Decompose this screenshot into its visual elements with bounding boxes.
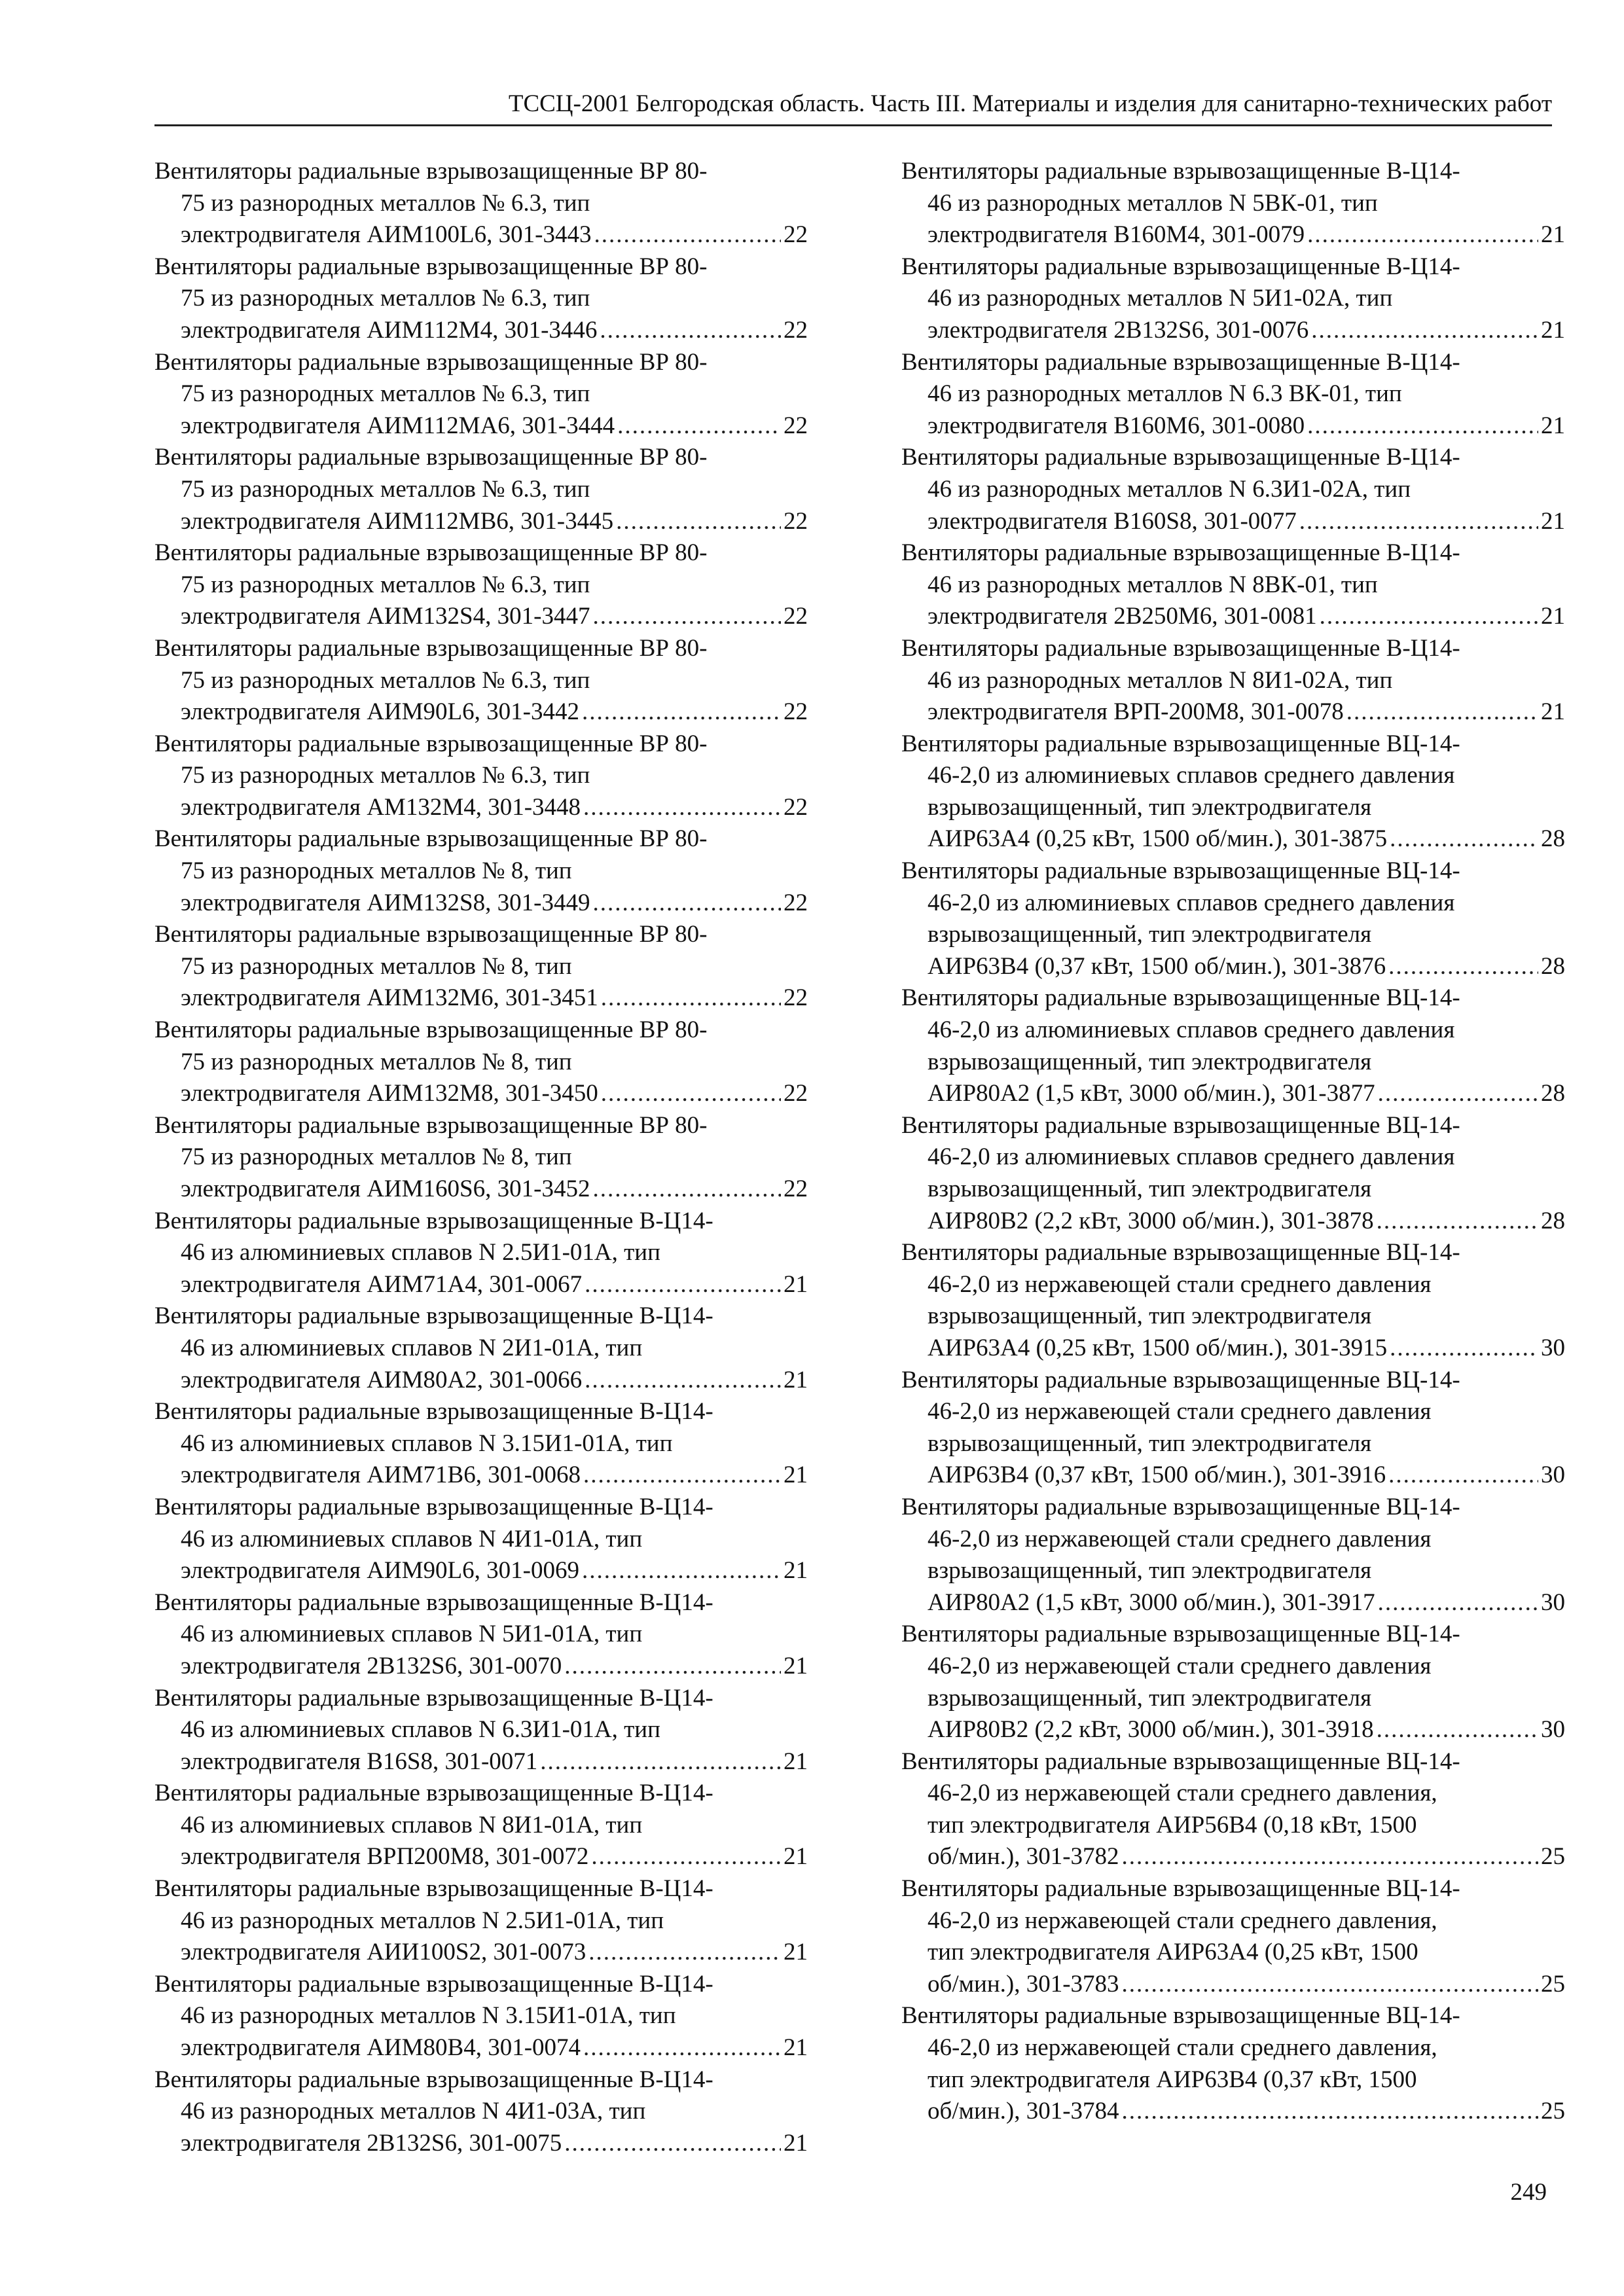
entry-last-text: электродвигателя АИМ90L6, 301-0069 <box>181 1557 579 1585</box>
running-header: ТССЦ-2001 Белгородская область. Часть III. Материалы и изделия для санитарно-технических работ <box>154 84 1552 126</box>
entry-last-text: АИР80А2 (1,5 кВт, 3000 об/мин.), 301-3877 <box>928 1080 1375 1107</box>
entry-last-text: электродвигателя ВРП200М8, 301-0072 <box>181 1843 589 1871</box>
entry-last-text: АИР63А4 (0,25 кВт, 1500 об/мин.), 301-3915 <box>928 1334 1388 1361</box>
entry-line: Вентиляторы радиальные взрывозащищенные ВР 80- <box>154 1016 708 1044</box>
entry-last-line <box>154 1746 808 1778</box>
entry-last-text: электродвигателя ВРП-200М8, 301-0078 <box>928 698 1344 726</box>
entry-last-line <box>154 315 808 347</box>
entry-line: Вентиляторы радиальные взрывозащищенные В-Ц14- <box>154 1302 713 1330</box>
index-entry <box>154 1396 808 1492</box>
entry-last-line <box>901 1460 1565 1492</box>
entry-line: 46-2,0 из нержавеющей стали среднего давления <box>928 1398 1432 1426</box>
entry-last-text: электродвигателя 2В132S6, 301-0070 <box>181 1652 562 1679</box>
entry-last-line <box>901 1333 1565 1365</box>
index-entry <box>901 156 1565 251</box>
entry-last-line <box>901 1078 1565 1110</box>
index-entry <box>154 919 808 1014</box>
entry-last-text: электродвигателя АИМ112МВ6, 301-3445 <box>181 507 614 535</box>
dot-leader <box>617 410 781 442</box>
entry-line: 46-2,0 из нержавеющей стали среднего давления, <box>928 1907 1437 1934</box>
entry-last-line <box>901 696 1565 728</box>
entry-page-ref: 21 <box>784 1843 808 1871</box>
entry-last-text: электродвигателя В16S8, 301-0071 <box>181 1748 538 1775</box>
entry-line: взрывозащищенный, тип электродвигателя <box>928 1175 1372 1202</box>
entry-last-line <box>154 1555 808 1587</box>
entry-last-text: электродвигателя АИМ132М8, 301-3450 <box>181 1080 598 1107</box>
entry-last-line <box>154 2032 808 2064</box>
entry-line: 75 из разнородных металлов № 6.3, тип <box>181 762 590 789</box>
entry-line: 46 из разнородных металлов N 8И1-02А, тип <box>928 666 1393 694</box>
entry-line: Вентиляторы радиальные взрывозащищенные ВЦ-14- <box>901 730 1460 757</box>
entry-last-text: электродвигателя 2В132S6, 301-0075 <box>181 2129 562 2157</box>
entry-line: 75 из разнородных металлов № 6.3, тип <box>181 571 590 598</box>
entry-line: 46 из разнородных металлов N 6.3И1-02А, тип <box>928 475 1411 503</box>
entry-last-text: об/мин.), 301-3784 <box>928 2098 1119 2125</box>
entry-last-text: электродвигателя АИМ90L6, 301-3442 <box>181 698 579 726</box>
entry-line: Вентиляторы радиальные взрывозащищенные В-Ц14- <box>154 1398 713 1426</box>
entry-last-line <box>154 792 808 824</box>
dot-leader <box>616 506 781 538</box>
index-entry <box>901 1746 1565 1873</box>
entry-page-ref: 21 <box>784 1462 808 1489</box>
index-entry <box>154 1873 808 1969</box>
entry-last-line <box>901 951 1565 983</box>
entry-page-ref: 22 <box>784 221 808 249</box>
entry-last-line <box>154 601 808 633</box>
entry-last-text: электродвигателя 2В132S6, 301-0076 <box>928 316 1309 344</box>
entry-page-ref: 21 <box>1541 507 1565 535</box>
entry-line: 46-2,0 из нержавеющей стали среднего давления <box>928 1270 1432 1298</box>
entry-line: Вентиляторы радиальные взрывозащищенные ВР 80- <box>154 730 708 757</box>
entry-last-line <box>901 1714 1565 1746</box>
entry-last-text: АИР80В2 (2,2 кВт, 3000 об/мин.), 301-3878 <box>928 1207 1374 1234</box>
entry-last-text: АИР80В2 (2,2 кВт, 3000 об/мин.), 301-3918 <box>928 1716 1374 1744</box>
entry-line: Вентиляторы радиальные взрывозащищенные В-Ц14- <box>901 158 1460 185</box>
entry-line: 75 из разнородных металлов № 6.3, тип <box>181 189 590 217</box>
entry-last-text: электродвигателя АМ132М4, 301-3448 <box>181 793 581 821</box>
entry-line: 46-2,0 из алюминиевых сплавов среднего давления <box>928 1143 1455 1171</box>
index-entry <box>901 347 1565 442</box>
entry-last-text: электродвигателя АИМ80А2, 301-0066 <box>181 1366 583 1393</box>
index-entry <box>901 1110 1565 1237</box>
entry-last-line <box>154 1651 808 1683</box>
index-entry <box>154 1969 808 2064</box>
entry-last-line <box>154 2128 808 2160</box>
entry-page-ref: 28 <box>1541 1207 1565 1234</box>
entry-page-ref: 21 <box>1541 698 1565 726</box>
entry-line: 46 из разнородных металлов N 6.3 ВК-01, тип <box>928 380 1402 408</box>
index-entry <box>154 1110 808 1206</box>
dot-leader <box>601 1078 781 1110</box>
entry-line: Вентиляторы радиальные взрывозащищенные В-Ц14- <box>154 1207 713 1234</box>
entry-line: Вентиляторы радиальные взрывозащищенные В-Ц14- <box>901 348 1460 376</box>
dot-leader <box>1390 1333 1538 1365</box>
entry-page-ref: 25 <box>1541 2098 1565 2125</box>
dot-leader <box>1378 1078 1538 1110</box>
index-entry <box>154 442 808 537</box>
entry-last-text: АИР63А4 (0,25 кВт, 1500 об/мин.), 301-3875 <box>928 825 1388 853</box>
entry-last-line <box>901 1841 1565 1873</box>
entry-line: 46 из алюминиевых сплавов N 3.15И1-01А, тип <box>181 1429 673 1457</box>
entry-line: Вентиляторы радиальные взрывозащищенные ВЦ-14- <box>901 1621 1460 1648</box>
entry-last-text: электродвигателя В160М4, 301-0079 <box>928 221 1305 249</box>
entry-last-line <box>154 506 808 538</box>
entry-page-ref: 21 <box>784 1366 808 1393</box>
entry-page-ref: 30 <box>1541 1588 1565 1616</box>
entry-line: 46 из разнородных металлов N 4И1-03А, тип <box>181 2098 646 2125</box>
index-entry <box>901 251 1565 347</box>
entry-page-ref: 25 <box>1541 1843 1565 1871</box>
dot-leader <box>600 315 781 347</box>
index-entry <box>901 1492 1565 1619</box>
index-entry <box>154 1492 808 1587</box>
entry-page-ref: 21 <box>784 1939 808 1966</box>
entry-last-text: электродвигателя АИМ132М6, 301-3451 <box>181 984 598 1012</box>
entry-line: Вентиляторы радиальные взрывозащищенные В-Ц14- <box>154 1875 713 1903</box>
entry-page-ref: 21 <box>1541 412 1565 439</box>
entry-line: 75 из разнородных металлов № 8, тип <box>181 1143 572 1171</box>
entry-line: 46-2,0 из нержавеющей стали среднего давления, <box>928 2034 1437 2062</box>
dot-leader <box>585 1365 781 1397</box>
entry-line: 46-2,0 из нержавеющей стали среднего давления, <box>928 1780 1437 1807</box>
entry-last-line <box>901 1969 1565 2001</box>
entry-page-ref: 22 <box>784 889 808 916</box>
index-entry <box>901 537 1565 633</box>
entry-page-ref: 22 <box>784 1175 808 1202</box>
entry-page-ref: 25 <box>1541 1970 1565 1998</box>
entry-last-line <box>154 982 808 1014</box>
index-entry <box>154 2064 808 2160</box>
entry-last-text: электродвигателя В160М6, 301-0080 <box>928 412 1305 439</box>
dot-leader <box>592 1174 781 1206</box>
entry-line: Вентиляторы радиальные взрывозащищенные В-Ц14- <box>154 1588 713 1616</box>
dot-leader <box>1390 823 1538 855</box>
index-entry <box>901 1237 1565 1364</box>
entry-line: 75 из разнородных металлов № 6.3, тип <box>181 666 590 694</box>
index-entry <box>901 982 1565 1109</box>
entry-last-text: АИР80А2 (1,5 кВт, 3000 об/мин.), 301-3917 <box>928 1588 1375 1616</box>
dot-leader <box>582 696 781 728</box>
index-entry <box>901 633 1565 728</box>
entry-line: взрывозащищенный, тип электродвигателя <box>928 793 1372 821</box>
entry-last-text: об/мин.), 301-3782 <box>928 1843 1119 1871</box>
entry-last-text: электродвигателя АИМ112М4, 301-3446 <box>181 316 598 344</box>
entry-line: Вентиляторы радиальные взрывозащищенные ВЦ-14- <box>901 1875 1460 1903</box>
entry-last-line <box>154 1937 808 1969</box>
index-column-right <box>901 156 1565 2128</box>
dot-leader <box>585 1269 781 1301</box>
index-entry <box>154 1206 808 1301</box>
entry-last-line <box>901 2096 1565 2128</box>
index-entry <box>154 537 808 633</box>
entry-last-text: электродвигателя АИМ100L6, 301-3443 <box>181 221 592 249</box>
entry-page-ref: 21 <box>1541 603 1565 630</box>
index-entry <box>154 728 808 824</box>
entry-line: взрывозащищенный, тип электродвигателя <box>928 1429 1372 1457</box>
dot-leader <box>1122 1969 1538 2001</box>
index-column-left <box>154 156 808 2159</box>
index-entry <box>901 2000 1565 2127</box>
entry-line: Вентиляторы радиальные взрывозащищенные В-Ц14- <box>154 2066 713 2093</box>
entry-line: Вентиляторы радиальные взрывозащищенные ВР 80- <box>154 1111 708 1139</box>
entry-last-line <box>154 1269 808 1301</box>
entry-line: 46-2,0 из алюминиевых сплавов среднего давления <box>928 889 1455 916</box>
entry-line: 46 из разнородных металлов N 3.15И1-01А, тип <box>181 2002 676 2030</box>
dot-leader <box>588 1937 781 1969</box>
entry-last-text: электродвигателя АИМ132S8, 301-3449 <box>181 889 590 916</box>
entry-last-text: электродвигателя АИМ71В6, 301-0068 <box>181 1462 581 1489</box>
index-entry <box>154 1587 808 1683</box>
entry-line: Вентиляторы радиальные взрывозащищенные ВР 80- <box>154 539 708 567</box>
entry-line: 46-2,0 из нержавеющей стали среднего давления <box>928 1652 1432 1679</box>
dot-leader <box>592 601 781 633</box>
entry-last-text: электродвигателя АИИ100S2, 301-0073 <box>181 1939 586 1966</box>
entry-line: Вентиляторы радиальные взрывозащищенные В-Ц14- <box>901 253 1460 280</box>
dot-leader <box>1346 696 1538 728</box>
entry-line: Вентиляторы радиальные взрывозащищенные ВЦ-14- <box>901 1111 1460 1139</box>
index-entry <box>901 728 1565 855</box>
entry-line: Вентиляторы радиальные взрывозащищенные ВР 80- <box>154 348 708 376</box>
entry-line: 75 из разнородных металлов № 8, тип <box>181 952 572 980</box>
entry-page-ref: 28 <box>1541 952 1565 980</box>
index-entry <box>901 1365 1565 1492</box>
entry-line: Вентиляторы радиальные взрывозащищенные ВР 80- <box>154 444 708 471</box>
entry-line: Вентиляторы радиальные взрывозащищенные В-Ц14- <box>154 1684 713 1712</box>
entry-line: 46 из алюминиевых сплавов N 5И1-01А, тип <box>181 1621 643 1648</box>
entry-line: Вентиляторы радиальные взрывозащищенные ВЦ-14- <box>901 1239 1460 1266</box>
dot-leader <box>583 2032 781 2064</box>
entry-line: Вентиляторы радиальные взрывозащищенные В-Ц14- <box>154 1780 713 1807</box>
dot-leader <box>583 792 781 824</box>
dot-leader <box>583 1460 781 1492</box>
entry-last-text: электродвигателя АИМ80В4, 301-0074 <box>181 2034 581 2062</box>
entry-last-text: электродвигателя 2В250М6, 301-0081 <box>928 603 1317 630</box>
dot-leader <box>1307 410 1538 442</box>
entry-page-ref: 21 <box>784 1652 808 1679</box>
entry-line: Вентиляторы радиальные взрывозащищенные В-Ц14- <box>901 634 1460 662</box>
entry-line: 46 из разнородных металлов N 5ВК-01, тип <box>928 189 1378 217</box>
index-entry <box>901 1619 1565 1746</box>
entry-line: Вентиляторы радиальные взрывозащищенные ВЦ-14- <box>901 2002 1460 2030</box>
index-entry <box>901 1873 1565 2000</box>
dot-leader <box>591 1841 781 1873</box>
entry-last-line <box>901 410 1565 442</box>
entry-page-ref: 22 <box>784 984 808 1012</box>
entry-last-line <box>154 219 808 251</box>
entry-line: Вентиляторы радиальные взрывозащищенные ВР 80- <box>154 825 708 853</box>
entry-line: Вентиляторы радиальные взрывозащищенные В-Ц14- <box>901 539 1460 567</box>
entry-last-line <box>901 219 1565 251</box>
entry-line: 75 из разнородных металлов № 6.3, тип <box>181 285 590 312</box>
entry-page-ref: 30 <box>1541 1462 1565 1489</box>
entry-line: 46 из алюминиевых сплавов N 4И1-01А, тип <box>181 1525 643 1552</box>
dot-leader <box>601 982 781 1014</box>
entry-line: Вентиляторы радиальные взрывозащищенные В-Ц14- <box>154 1493 713 1520</box>
dot-leader <box>1377 1714 1538 1746</box>
entry-last-line <box>154 696 808 728</box>
entry-last-line <box>154 1174 808 1206</box>
entry-page-ref: 22 <box>784 793 808 821</box>
entry-last-line <box>154 410 808 442</box>
entry-last-line <box>901 506 1565 538</box>
entry-page-ref: 22 <box>784 1080 808 1107</box>
entry-page-ref: 22 <box>784 698 808 726</box>
entry-line: Вентиляторы радиальные взрывозащищенные ВЦ-14- <box>901 857 1460 885</box>
dot-leader <box>564 2128 781 2160</box>
dot-leader <box>1299 506 1538 538</box>
entry-line: тип электродвигателя АИР63В4 (0,37 кВт, 1500 <box>928 2066 1417 2093</box>
index-entry <box>154 823 808 919</box>
index-entry <box>154 1300 808 1396</box>
entry-page-ref: 21 <box>1541 221 1565 249</box>
dot-leader <box>540 1746 781 1778</box>
entry-line: 75 из разнородных металлов № 8, тип <box>181 1048 572 1075</box>
dot-leader <box>1307 219 1538 251</box>
index-entry <box>154 633 808 728</box>
entry-line: 75 из разнородных металлов № 8, тип <box>181 857 572 885</box>
entry-page-ref: 30 <box>1541 1334 1565 1361</box>
entry-last-line <box>901 823 1565 855</box>
entry-line: 75 из разнородных металлов № 6.3, тип <box>181 475 590 503</box>
entry-line: Вентиляторы радиальные взрывозащищенные ВЦ-14- <box>901 984 1460 1012</box>
entry-last-line <box>901 1206 1565 1238</box>
dot-leader <box>1377 1206 1538 1238</box>
index-entry <box>154 156 808 251</box>
entry-line: 46 из алюминиевых сплавов N 2.5И1-01А, тип <box>181 1239 660 1266</box>
entry-page-ref: 22 <box>784 603 808 630</box>
entry-page-ref: 30 <box>1541 1716 1565 1744</box>
dot-leader <box>564 1651 781 1683</box>
index-entry <box>154 347 808 442</box>
entry-line: 46-2,0 из нержавеющей стали среднего давления <box>928 1525 1432 1552</box>
entry-line: Вентиляторы радиальные взрывозащищенные ВЦ-14- <box>901 1493 1460 1520</box>
entry-last-line <box>901 601 1565 633</box>
entry-line: 46 из разнородных металлов N 8ВК-01, тип <box>928 571 1378 598</box>
entry-last-text: об/мин.), 301-3783 <box>928 1970 1119 1998</box>
entry-last-line <box>154 1841 808 1873</box>
entry-last-text: электродвигателя АИМ71А4, 301-0067 <box>181 1270 583 1298</box>
entry-last-line <box>901 315 1565 347</box>
index-entry <box>154 1014 808 1110</box>
entry-last-text: электродвигателя АИМ132S4, 301-3447 <box>181 603 590 630</box>
entry-line: взрывозащищенный, тип электродвигателя <box>928 1302 1372 1330</box>
entry-line: Вентиляторы радиальные взрывозащищенные ВЦ-14- <box>901 1748 1460 1775</box>
entry-last-line <box>154 1078 808 1110</box>
entry-line: взрывозащищенный, тип электродвигателя <box>928 1557 1372 1585</box>
entry-page-ref: 21 <box>784 1748 808 1775</box>
entry-page-ref: 22 <box>784 507 808 535</box>
entry-page-ref: 22 <box>784 412 808 439</box>
dot-leader <box>1311 315 1538 347</box>
entry-line: взрывозащищенный, тип электродвигателя <box>928 1048 1372 1075</box>
dot-leader <box>1388 1460 1538 1492</box>
dot-leader <box>1122 1841 1538 1873</box>
entry-line: 75 из разнородных металлов № 6.3, тип <box>181 380 590 408</box>
entry-line: 46 из алюминиевых сплавов N 8И1-01А, тип <box>181 1811 643 1839</box>
index-entry <box>154 1778 808 1873</box>
entry-last-text: электродвигателя АИМ160S6, 301-3452 <box>181 1175 590 1202</box>
entry-last-line <box>154 1365 808 1397</box>
entry-last-line <box>154 1460 808 1492</box>
entry-line: 46-2,0 из алюминиевых сплавов среднего давления <box>928 1016 1455 1044</box>
entry-line: Вентиляторы радиальные взрывозащищенные ВЦ-14- <box>901 1366 1460 1393</box>
dot-leader <box>592 888 781 920</box>
entry-line: тип электродвигателя АИР63А4 (0,25 кВт, 1500 <box>928 1939 1418 1966</box>
dot-leader <box>1378 1587 1538 1619</box>
index-entry <box>901 442 1565 537</box>
entry-last-text: АИР63В4 (0,37 кВт, 1500 об/мин.), 301-3916 <box>928 1462 1386 1489</box>
entry-page-ref: 21 <box>784 1270 808 1298</box>
entry-last-text: электродвигателя В160S8, 301-0077 <box>928 507 1297 535</box>
index-entry <box>154 1683 808 1778</box>
entry-last-text: АИР63В4 (0,37 кВт, 1500 об/мин.), 301-3876 <box>928 952 1386 980</box>
entry-line: Вентиляторы радиальные взрывозащищенные ВР 80- <box>154 253 708 280</box>
entry-line: 46 из алюминиевых сплавов N 2И1-01А, тип <box>181 1334 643 1361</box>
entry-line: Вентиляторы радиальные взрывозащищенные В-Ц14- <box>901 444 1460 471</box>
entry-page-ref: 21 <box>784 2034 808 2062</box>
entry-line: 46 из разнородных металлов N 2.5И1-01А, тип <box>181 1907 664 1934</box>
entry-line: Вентиляторы радиальные взрывозащищенные ВР 80- <box>154 158 708 185</box>
entry-page-ref: 28 <box>1541 825 1565 853</box>
entry-line: Вентиляторы радиальные взрывозащищенные В-Ц14- <box>154 1970 713 1998</box>
entry-line: 46 из разнородных металлов N 5И1-02А, тип <box>928 285 1393 312</box>
dot-leader <box>1388 951 1538 983</box>
index-entry <box>154 251 808 347</box>
entry-page-ref: 21 <box>1541 316 1565 344</box>
entry-line: взрывозащищенный, тип электродвигателя <box>928 1684 1372 1712</box>
dot-leader <box>1122 2096 1538 2128</box>
entry-line: Вентиляторы радиальные взрывозащищенные ВР 80- <box>154 634 708 662</box>
entry-last-line <box>901 1587 1565 1619</box>
entry-page-ref: 28 <box>1541 1080 1565 1107</box>
entry-page-ref: 22 <box>784 316 808 344</box>
dot-leader <box>1320 601 1538 633</box>
dot-leader <box>582 1555 781 1587</box>
entry-page-ref: 21 <box>784 2129 808 2157</box>
entry-line: 46-2,0 из алюминиевых сплавов среднего давления <box>928 762 1455 789</box>
dot-leader <box>594 219 781 251</box>
entry-last-line <box>154 888 808 920</box>
entry-line: Вентиляторы радиальные взрывозащищенные ВР 80- <box>154 921 708 948</box>
entry-last-text: электродвигателя АИМ112МА6, 301-3444 <box>181 412 615 439</box>
page-number: 249 <box>1510 2179 1547 2206</box>
entry-line: 46 из алюминиевых сплавов N 6.3И1-01А, тип <box>181 1716 660 1744</box>
entry-page-ref: 21 <box>784 1557 808 1585</box>
index-entry <box>901 855 1565 982</box>
entry-line: тип электродвигателя АИР56В4 (0,18 кВт, 1500 <box>928 1811 1417 1839</box>
entry-line: взрывозащищенный, тип электродвигателя <box>928 921 1372 948</box>
